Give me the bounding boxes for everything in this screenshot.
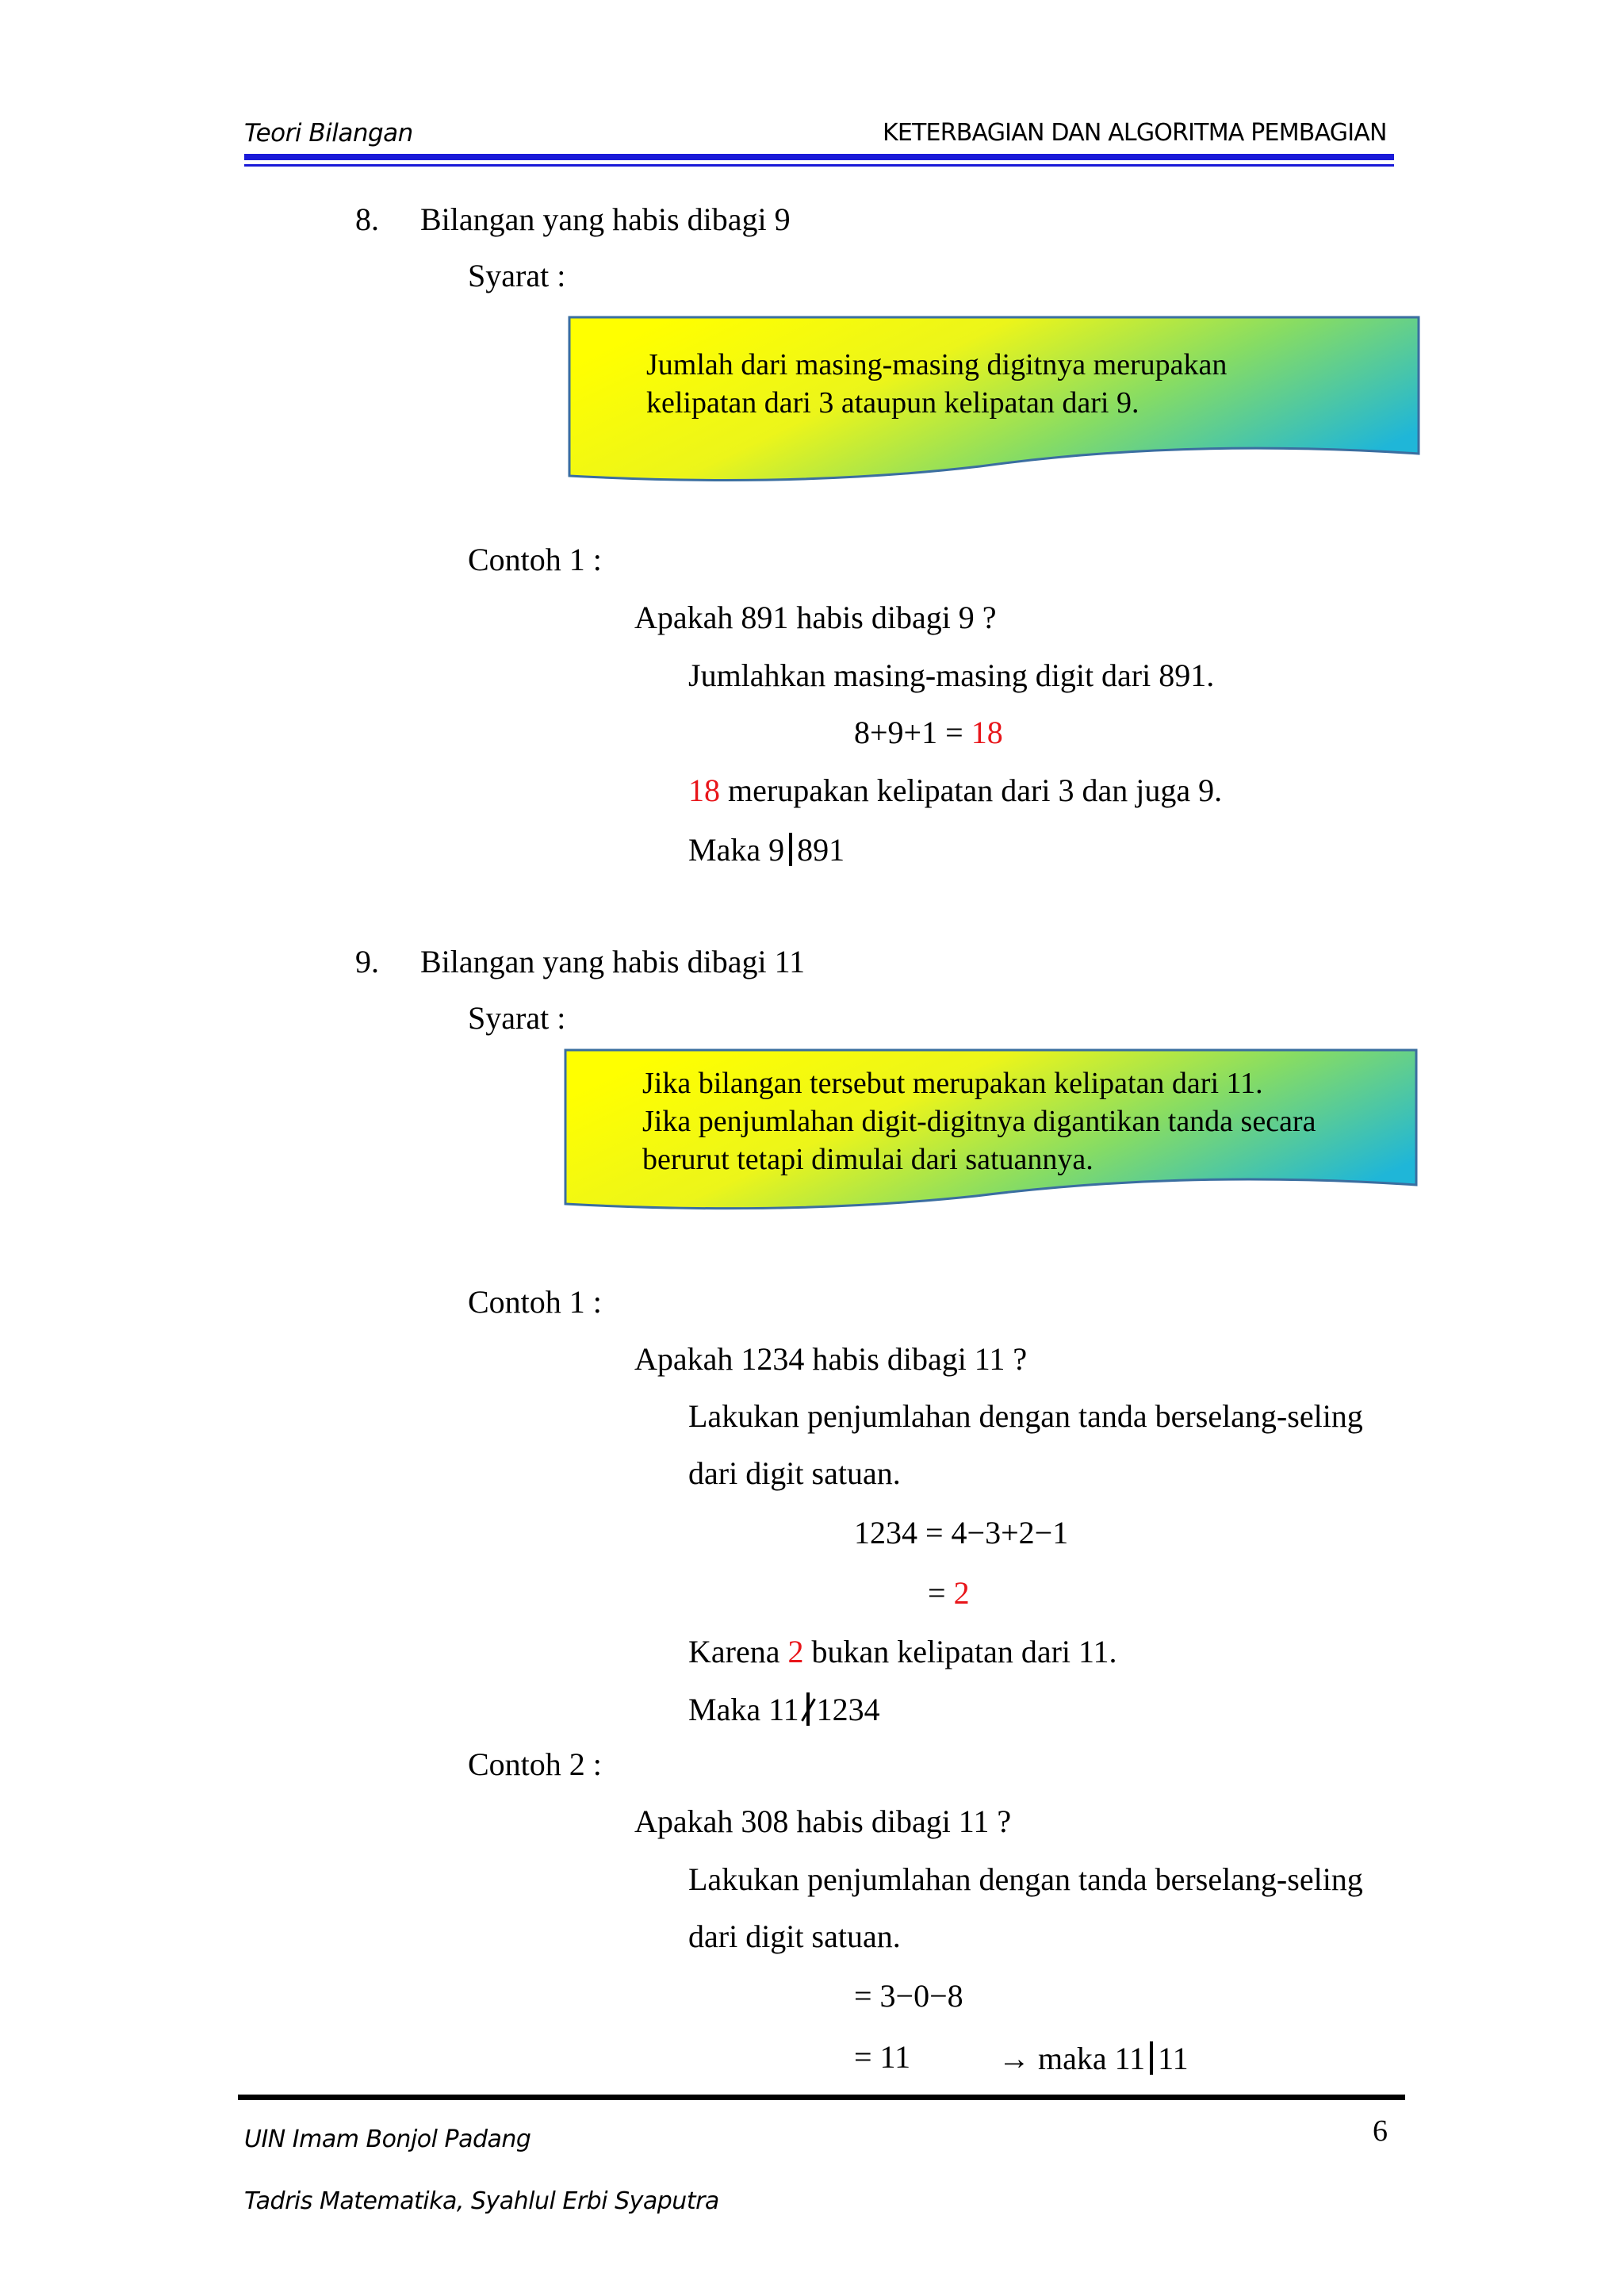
section9-contoh1-question: Apakah 1234 habis dibagi 11 ? bbox=[634, 1341, 1028, 1377]
not-divides-symbol bbox=[801, 1692, 815, 1726]
conclusion-prefix: → maka 11 bbox=[998, 2041, 1146, 2076]
section8-box-line-1: Jumlah dari masing-masing digitnya merupakan bbox=[646, 348, 1228, 381]
section9-contoh1-conclusion bbox=[688, 1692, 880, 1726]
footer-rule bbox=[238, 2095, 1405, 2100]
header-rule-thick bbox=[244, 154, 1394, 160]
conclusion-suffix: 891 bbox=[797, 832, 845, 868]
section9-contoh1-because bbox=[688, 1636, 1117, 1668]
section9-syarat-label: Syarat : bbox=[468, 1000, 566, 1036]
section8-contoh1-note bbox=[688, 772, 1223, 808]
section8-condition-box bbox=[568, 316, 1420, 484]
divides-symbol bbox=[1150, 2041, 1153, 2075]
conclusion-suffix: 11 bbox=[1158, 2041, 1189, 2076]
section8-contoh1-conclusion bbox=[688, 833, 845, 866]
sum-expression: 8+9+1 = bbox=[854, 715, 971, 750]
sum-result: 18 bbox=[971, 715, 1003, 750]
conclusion-suffix: 1234 bbox=[816, 1692, 880, 1727]
section9-contoh2-expression: = 3−0−8 bbox=[854, 1978, 963, 2014]
footer-author: Tadris Matematika, Syahlul Erbi Syaputra bbox=[244, 2187, 719, 2215]
section9-box-line-2: Jika penjumlahan digit-digitnya digantikan tanda secara bbox=[642, 1105, 1316, 1138]
section9-contoh2-label: Contoh 2 : bbox=[468, 1746, 602, 1782]
conclusion-prefix: Maka 9 bbox=[688, 832, 785, 868]
section8-number: 8. bbox=[355, 201, 379, 237]
section9-contoh1-expression: 1234 = 4−3+2−1 bbox=[854, 1515, 1069, 1550]
because-text: bukan kelipatan dari 11. bbox=[803, 1634, 1117, 1669]
footer-institution: UIN Imam Bonjol Padang bbox=[244, 2125, 531, 2153]
section9-contoh2-conclusion bbox=[998, 2041, 1189, 2075]
section9-contoh1-label: Contoh 1 : bbox=[468, 1284, 602, 1320]
section9-contoh1-step2: dari digit satuan. bbox=[688, 1455, 901, 1491]
section8-box-line-2: kelipatan dari 3 ataupun kelipatan dari 9. bbox=[646, 386, 1139, 420]
divides-symbol bbox=[789, 833, 792, 866]
header-rule-thin bbox=[244, 164, 1394, 167]
section9-contoh1-step1: Lakukan penjumlahan dengan tanda berselang-seling bbox=[688, 1398, 1363, 1434]
section9-contoh1-result bbox=[928, 1577, 970, 1609]
section9-contoh2-step1: Lakukan penjumlahan dengan tanda berselang-seling bbox=[688, 1861, 1363, 1897]
result-value: 2 bbox=[953, 1575, 970, 1611]
section9-contoh2-question: Apakah 308 habis dibagi 11 ? bbox=[634, 1803, 1012, 1839]
section8-syarat-label: Syarat : bbox=[468, 258, 566, 293]
note-text: merupakan kelipatan dari 3 dan juga 9. bbox=[720, 772, 1223, 808]
section9-contoh2-result: = 11 bbox=[854, 2039, 911, 2075]
section9-number: 9. bbox=[355, 944, 379, 979]
result-equals: = bbox=[928, 1575, 954, 1611]
conclusion-prefix: Maka 11 bbox=[688, 1692, 799, 1727]
header-left-title: Teori Bilangan bbox=[244, 119, 413, 148]
because-prefix: Karena bbox=[688, 1634, 788, 1669]
section8-contoh1-step1: Jumlahkan masing-masing digit dari 891. bbox=[688, 657, 1215, 693]
section9-title: Bilangan yang habis dibagi 11 bbox=[420, 944, 806, 979]
section8-contoh1-label: Contoh 1 : bbox=[468, 542, 602, 577]
section9-box-line-3: berurut tetapi dimulai dari satuannya. bbox=[642, 1143, 1094, 1176]
section9-box-line-1: Jika bilangan tersebut merupakan kelipatan dari 11. bbox=[642, 1067, 1263, 1100]
section9-contoh2-step2: dari digit satuan. bbox=[688, 1918, 901, 1954]
section8-contoh1-sum bbox=[854, 717, 1003, 749]
section8-title: Bilangan yang habis dibagi 9 bbox=[420, 201, 791, 237]
note-highlight: 18 bbox=[688, 772, 720, 808]
header-right-title: KETERBAGIAN DAN ALGORITMA PEMBAGIAN bbox=[883, 119, 1387, 147]
section9-condition-box bbox=[564, 1048, 1418, 1213]
section8-contoh1-question: Apakah 891 habis dibagi 9 ? bbox=[634, 600, 997, 635]
page-number: 6 bbox=[1373, 2114, 1388, 2148]
because-highlight: 2 bbox=[787, 1634, 804, 1669]
